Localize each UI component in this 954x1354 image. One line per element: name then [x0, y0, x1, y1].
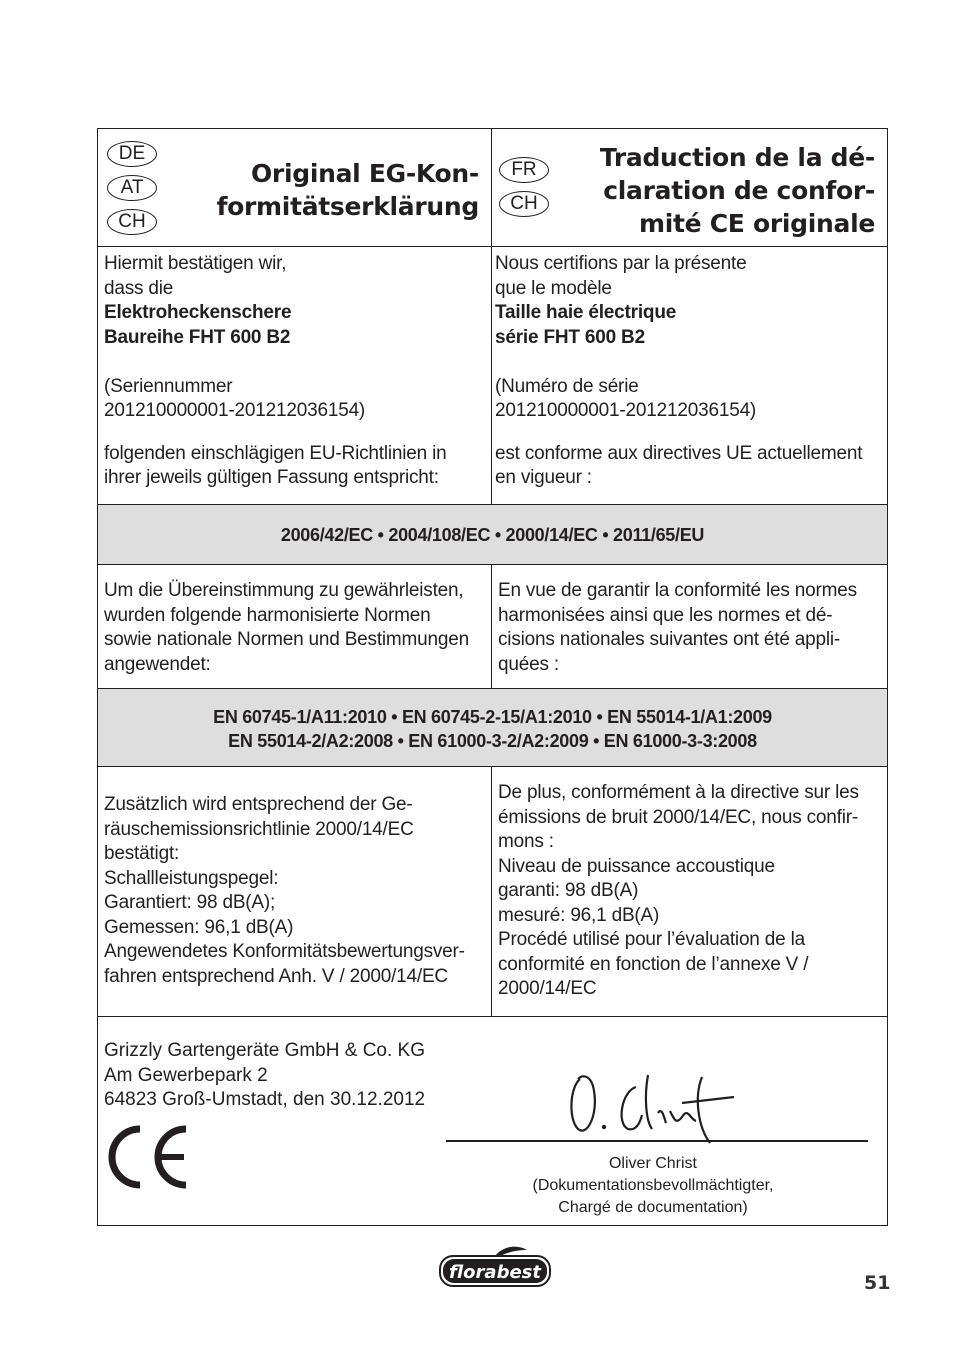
svg-text:florabest: florabest	[449, 1262, 541, 1283]
noise-row	[98, 767, 887, 1017]
noise-de: Zusätzlich wird entsprechend der Ge- räuschemissionsrichtlinie 2000/14/EC bestätigt: Schallleistungspegel: Garantiert: 98 dB(A); Gemessen: 96,1 dB(A) Angewendetes Konformitätsbewertungsver- fahren entsprechend Anh. V / 2000/14/EC	[98, 767, 492, 1016]
product-series-fr: série FHT 600 B2	[495, 326, 645, 348]
directives-list: 2006/42/EC • 2004/108/EC • 2000/14/EC • 2011/65/EU	[280, 525, 705, 545]
intro-de: Hiermit bestätigen wir, dass die Elektroheckenschere Baureihe FHT 600 B2 (Seriennummer 201210000001-201212036154) folgenden einschlägigen EU-Richtlinien in ihrer jeweils gültigen Fassung entspricht:	[98, 247, 492, 504]
signature-icon	[566, 1067, 736, 1147]
standards-line-2: EN 55014-2/A2:2008 • EN 61000-3-2/A2:2009 • EN 61000-3-3:2008	[228, 731, 757, 751]
intro-fr: Nous certifions par la présente que le modèle Taille haie électrique série FHT 600 B2 (Numéro de série 201210000001-201212036154) est conforme aux directives UE actuellement en vigueur :	[492, 247, 887, 504]
standards-band	[98, 689, 887, 767]
signature-line	[446, 1140, 868, 1142]
florabest-logo	[437, 1244, 553, 1295]
florabest-logo-icon	[437, 1244, 553, 1290]
title-de: Original EG-Kon- formitätserklärung	[216, 159, 479, 221]
page-number: 51	[864, 1272, 891, 1294]
header-de	[98, 129, 492, 246]
intro-row	[98, 247, 887, 505]
country-code-ch: CH	[107, 209, 157, 235]
ce-mark	[106, 1124, 190, 1195]
directives-band	[98, 505, 887, 565]
noise-fr: De plus, conformément à la directive sur les émissions de bruit 2000/14/EC, nous confir- mons : Niveau de puissance accoustique garanti: 98 dB(A) mesuré: 96,1 dB(A) Procédé utilisé pour l’évaluation de la conformité en fonction de l’annexe V / 2000/14/EC	[498, 782, 859, 999]
signer-name: Oliver Christ	[608, 1155, 697, 1172]
ce-mark-icon	[106, 1124, 190, 1190]
signer-caption: Oliver Christ (Dokumentationsbevollmächtigter, Chargé de documentation)	[498, 1153, 808, 1219]
declaration-table	[97, 128, 888, 1226]
country-code-ch-fr: CH	[499, 191, 549, 217]
country-code-at: AT	[107, 175, 157, 201]
standards-intro-fr: En vue de garantir la conformité les normes harmonisées ainsi que les normes et dé- cisions nationales suivantes ont été appli- quées :	[498, 580, 857, 675]
header-row	[98, 129, 887, 247]
manufacturer-address: Grizzly Gartengeräte GmbH & Co. KG Am Gewerbepark 2 64823 Groß-Umstadt, den 30.12.2012	[104, 1040, 426, 1110]
header-fr	[492, 129, 887, 246]
product-name-de: Elektroheckenschere	[104, 302, 292, 323]
country-code-fr: FR	[499, 157, 549, 183]
country-code-de: DE	[107, 141, 157, 167]
title-fr: Traduction de la dé- claration de confor- mité CE originale	[599, 143, 875, 238]
standards-line-1: EN 60745-1/A11:2010 • EN 60745-2-15/A1:2010 • EN 55014-1/A1:2009	[213, 707, 772, 727]
product-series-de: Baureihe FHT 600 B2	[104, 326, 291, 348]
product-name-fr: Taille haie électrique	[495, 302, 677, 323]
standards-intro-de: Um die Übereinstimmung zu gewährleisten, wurden folgende harmonisierte Normen sowie nationale Normen und Bestimmungen angewendet:	[98, 565, 492, 688]
standards-intro-row	[98, 565, 887, 689]
